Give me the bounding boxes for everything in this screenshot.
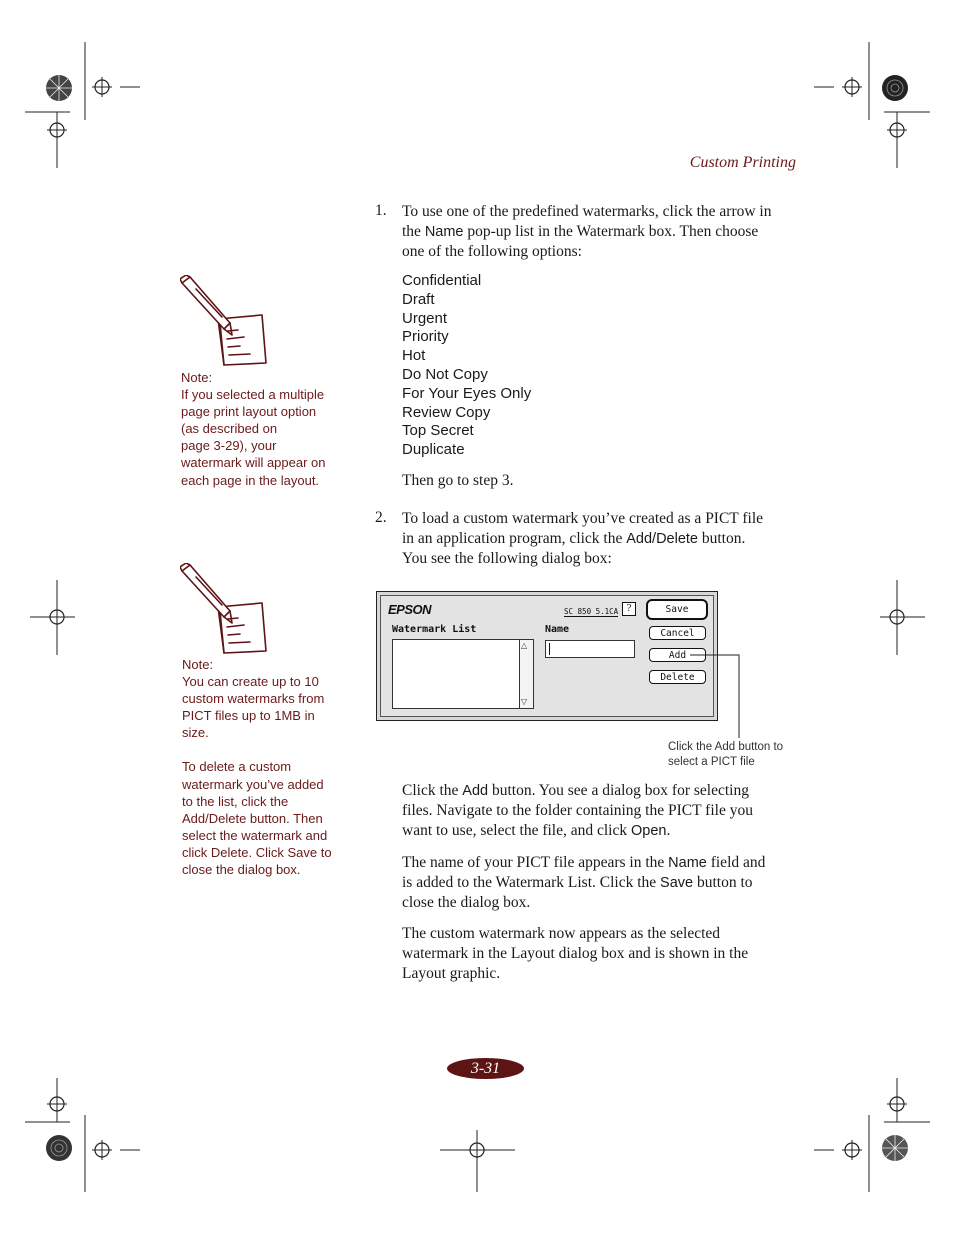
watermark-list-label: Watermark List [392, 624, 477, 635]
step-2-line-3: You see the following dialog box: [402, 550, 612, 567]
paragraph-click-add: Click the Add button. You see a dialog box for selecting files. Navigate to the folder containing the PICT file you want to use, select the file, and click Open. [402, 782, 753, 839]
page-number-badge: 3-31 [447, 1058, 524, 1079]
step-2-line-2: in an application program, click the Add/Delete button. [402, 530, 746, 547]
step-2-text [402, 509, 802, 569]
option-item: Review Copy [402, 403, 491, 421]
model-label: SC 850 5.1CA [564, 607, 619, 616]
running-header: Custom Printing [689, 154, 796, 171]
step-1-then: Then go to step 3. [402, 472, 514, 489]
text-cursor [549, 643, 550, 655]
option-item: Priority [402, 328, 449, 346]
option-item: Duplicate [402, 441, 465, 459]
open-ui-term: Open [630, 823, 667, 839]
step-1-number: 1. [375, 202, 387, 219]
step-1-line-3: one of the following options: [402, 243, 582, 260]
callout-leader-line [690, 650, 750, 740]
name-label: Name [545, 624, 570, 635]
paragraph-custom-watermark: The custom watermark now appears as the selected watermark in the Layout dialog box and is shown in the Layout graphic. [402, 925, 749, 982]
option-item: Draft [402, 290, 435, 308]
step-1-line-1: To use one of the predefined watermarks, click the arrow in [402, 203, 772, 220]
cancel-button[interactable]: Cancel [649, 626, 706, 640]
option-item: Urgent [402, 309, 448, 327]
scroll-down-arrow-icon[interactable]: ▽ [521, 697, 528, 706]
note-custom-watermarks: Note: You can create up to 10 custom watermarks from PICT files up to 1MB in size. To delete a custom watermark you’ve added to the list, click the Add/Delete button. Then select the watermark and click Delete. Click Save to close the dialog box. [182, 657, 332, 878]
delete-button[interactable]: Delete [649, 670, 706, 684]
help-icon[interactable]: ? [622, 602, 636, 616]
scroll-up-arrow-icon[interactable]: △ [521, 641, 528, 650]
step-2-line-1: To load a custom watermark you’ve created as a PICT file [402, 510, 764, 527]
note-pen-icon [180, 275, 270, 367]
epson-logo: EPSON [388, 602, 432, 617]
step-2-number: 2. [375, 509, 387, 526]
option-item: For Your Eyes Only [402, 384, 532, 402]
callout-text: Click the Add button to select a PICT file [668, 741, 784, 768]
option-item: Do Not Copy [402, 365, 488, 383]
option-item: Top Secret [402, 422, 474, 440]
name-ui-term: Name [668, 855, 707, 871]
option-item: Hot [402, 347, 426, 365]
option-item: Confidential [402, 272, 482, 289]
note-multiple-pages: Note: If you selected a multiple page print layout option (as described on page 3-29), your watermark will appear on each page in the layout. [181, 370, 326, 488]
list-scrollbar[interactable] [519, 640, 533, 708]
add-button[interactable]: Add [649, 648, 706, 662]
add-ui-term: Add [462, 783, 489, 799]
step-1-text [402, 202, 802, 262]
watermark-list[interactable] [392, 639, 534, 709]
dialog-body [380, 595, 714, 717]
name-ui-term: Name [424, 224, 464, 240]
watermark-dialog [376, 591, 718, 721]
name-field[interactable] [545, 640, 635, 658]
paragraph-name-appears: The name of your PICT file appears in the Name field and is added to the Watermark List. Click the Save button to close the dialog box. [402, 854, 766, 911]
save-ui-term: Save [660, 875, 694, 891]
step-1-line-2: the Name pop-up list in the Watermark box. Then choose [402, 223, 759, 240]
save-button[interactable]: Save [646, 599, 708, 620]
add-delete-ui-term: Add/Delete [626, 531, 698, 547]
watermark-options-list [402, 272, 531, 460]
note-pen-icon [180, 563, 270, 655]
